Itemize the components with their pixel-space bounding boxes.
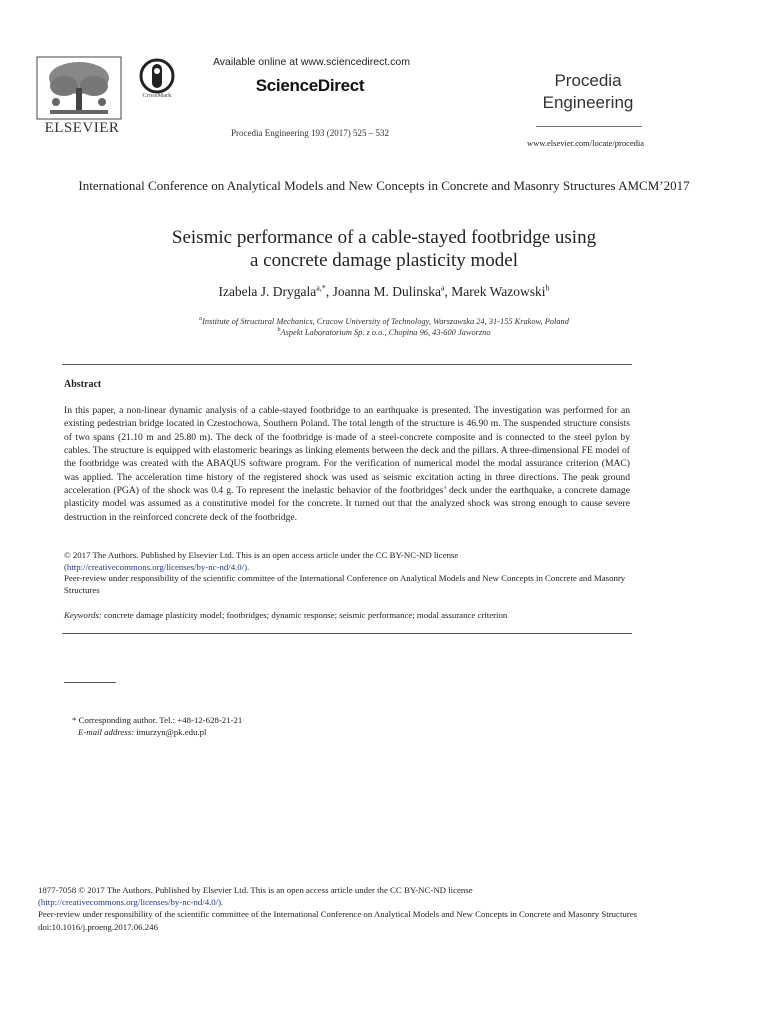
publisher-wordmark: ELSEVIER bbox=[44, 120, 120, 136]
journal-url-link[interactable]: www.elsevier.com/locate/procedia bbox=[527, 138, 644, 148]
affiliation-text: Aspekt Laboratorium Sp. z o.o., Chopina 96, 43-600 Jaworzno bbox=[280, 328, 491, 337]
author-affiliation-marker: a,* bbox=[316, 283, 326, 293]
keywords-text: concrete damage plasticity model; footbridges; dynamic response; seismic performance; modal assurance criterion bbox=[104, 610, 508, 620]
affiliation-marker: a bbox=[199, 316, 203, 323]
affiliation-marker: b bbox=[277, 327, 281, 334]
license-block bbox=[64, 550, 630, 596]
affiliation-item bbox=[80, 316, 688, 327]
keywords-label: Keywords: bbox=[64, 610, 102, 620]
journal-name bbox=[532, 70, 644, 114]
issn-license-line: 1877-7058 © 2017 The Authors. Published by Elsevier Ltd. This is an open access article under the CC BY-NC-ND license bbox=[38, 885, 473, 895]
author-name: Joanna M. Dulinska bbox=[332, 284, 441, 299]
license-statement: © 2017 The Authors. Published by Elsevier Ltd. This is an open access article under the CC BY-NC-ND license bbox=[64, 550, 459, 560]
journal-name-line2: Engineering bbox=[542, 93, 634, 112]
footnote-divider bbox=[64, 682, 116, 683]
peer-review-statement: Peer-review under responsibility of the scientific committee of the International Conference on Analytical Models and New Concepts in Concrete and Masonry Structures bbox=[64, 573, 626, 595]
footer-license-link[interactable]: (http://creativecommons.org/licenses/by-nc-nd/4.0/). bbox=[38, 897, 224, 908]
conference-name: International Conference on Analytical Models and New Concepts in Concrete and Masonry Structures AMCM’2017 bbox=[78, 178, 690, 193]
paper-title-line2: a concrete damage plasticity model bbox=[250, 250, 518, 271]
journal-divider bbox=[536, 126, 642, 127]
crossmark-label: CrossMark bbox=[142, 92, 172, 99]
paper-title-line1: Seismic performance of a cable-stayed footbridge using bbox=[171, 227, 597, 248]
corresponding-author: * Corresponding author. Tel.: +48-12-628-21-21 bbox=[72, 715, 243, 725]
footer-peer-review: Peer-review under responsibility of the scientific committee of the International Conference on Analytical Models and New Concepts in Concrete and Masonry Structures bbox=[38, 909, 638, 920]
sciencedirect-wordmark: ScienceDirect bbox=[255, 76, 365, 95]
author-name: Izabela J. Drygala bbox=[218, 284, 317, 299]
paper-title bbox=[80, 226, 688, 272]
abstract-text: In this paper, a non-linear dynamic analysis of a cable-stayed footbridge to an earthquake is presented. The investigation was performed for an existing pedestrian bridge located in Czestochowa, Southern Poland. The total length of the structure is 46.90 m. The suspended structure consists of two spans (21.10 m and 25.80 m). The deck of the footbridge is made of a steel-concrete composite and is connected to the steel pylon by cables. The structure is equipped with elastomeric bearings as linking elements between the deck and the pillars. A three-dimensional FE model of the footbridge was created with the ABAQUS software program. For the verification of numerical model the modal assurance criterion (MAC) was applied. The acceleration time history of the registered shock was used as seismic excitation acting in three directions. The peak ground acceleration (PGA) of the shock was 0.4 g. To represent the inelastic behavior of the footbridges’ deck under the earthquake, a concrete damage plasticity model was assumed as a constitutive model for the concrete. It turned out that the analyzed shock was strong enough to cause severe destruction in the reinforced concrete deck of the footbridge. bbox=[64, 405, 630, 523]
author-name: Marek Wazowski bbox=[451, 284, 546, 299]
author-affiliation-marker: b bbox=[545, 283, 550, 293]
email-label: E-mail address: bbox=[78, 727, 135, 737]
email-address[interactable]: imurzyn@pk.edu.pl bbox=[136, 727, 207, 737]
abstract-top-rule bbox=[62, 364, 632, 365]
journal-citation: Procedia Engineering 193 (2017) 525 – 532 bbox=[231, 128, 389, 138]
available-online-text: Available online at www.sciencedirect.com bbox=[212, 56, 411, 68]
author-affiliation-marker: a bbox=[440, 283, 445, 293]
abstract-heading: Abstract bbox=[64, 379, 102, 390]
corresponding-author-footnote bbox=[72, 714, 242, 738]
doi-link[interactable]: doi:10.1016/j.proeng.2017.06.246 bbox=[38, 921, 158, 932]
license-link[interactable]: (http://creativecommons.org/licenses/by-nc-nd/4.0/). bbox=[64, 561, 250, 572]
affiliation-item bbox=[80, 327, 688, 338]
author-list: Izabela J. Drygala$^{a,*}$, Joanna M. Dulinska$^a$, Marek Wazowski$^b$ bbox=[218, 283, 550, 299]
page-footer bbox=[38, 884, 638, 933]
affiliation-text: Institute of Structural Mechanics, Cracow University of Technology, Warszawska 24, 31-155 Krakow, Poland bbox=[202, 317, 569, 326]
journal-name-line1: Procedia bbox=[554, 71, 622, 90]
keywords bbox=[64, 610, 630, 620]
affiliations bbox=[80, 316, 688, 338]
abstract-bottom-rule bbox=[62, 633, 632, 634]
